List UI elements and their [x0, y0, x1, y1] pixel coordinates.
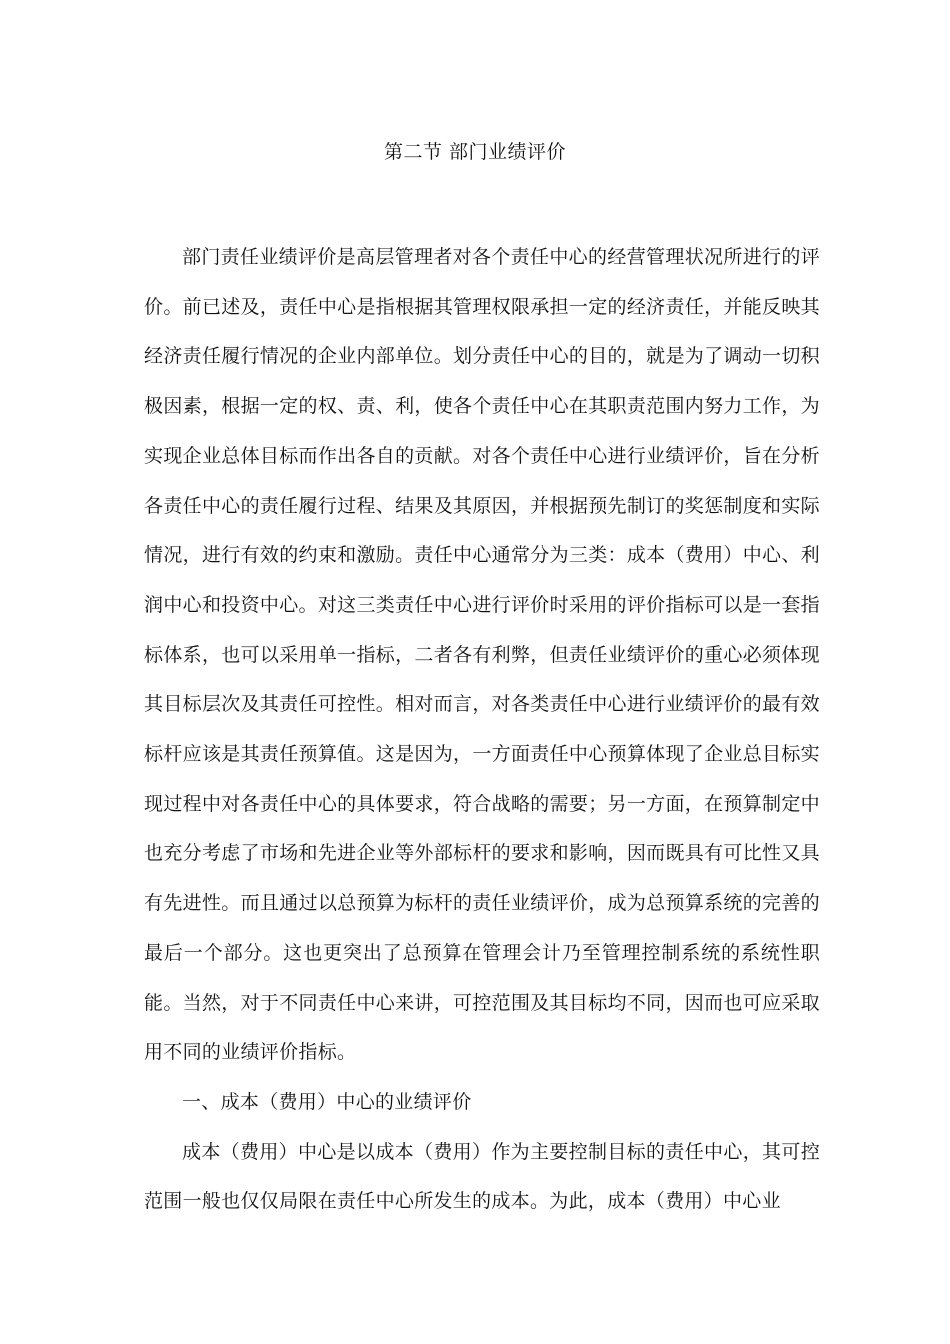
section-title: 第二节 部门业绩评价: [383, 141, 567, 163]
body-paragraph-1: 部门责任业绩评价是高层管理者对各个责任中心的经营管理状况所进行的评价。前已述及，责任中心是指根据其管理权限承担一定的经济责任，并能反映其经济责任履行情况的企业内部单位。划分责任中心的目的，就是为了调动一切积极因素，根据一定的权、责、利，使各个责任中心在其职责范围内努力工作，为实现企业总体目标而作出各自的贡献。对各个责任中心进行业绩评价，旨在分析各责任中心的责任履行过程、结果及其原因，并根据预先制订的奖惩制度和实际情况，进行有效的约束和激励。责任中心通常分为三类：成本（费用）中心、利润中心和投资中心。对这三类责任中心进行评价时采用的评价指标可以是一套指标体系，也可以采用单一指标，二者各有利弊，但责任业绩评价的重心必须体现其目标层次及其责任可控性。相对而言，对各类责任中心进行业绩评价的最有效标杆应该是其责任预算值。这是因为，一方面责任中心预算体现了企业总目标实现过程中对各责任中心的具体要求，符合战略的需要；另一方面，在预算制定中也充分考虑了市场和先进企业等外部标杆的要求和影响，因而既具有可比性又具有先进性。而且通过以总预算为标杆的责任业绩评价，成为总预算系统的完善的最后一个部分。这也更突出了总预算在管理会计乃至管理控制系统的系统性职能。当然，对于不同责任中心来讲，可控范围及其目标均不同，因而也可应采取用不同的业绩评价指标。: [144, 246, 820, 1064]
body-paragraph-2: 成本（费用）中心是以成本（费用）作为主要控制目标的责任中心，其可控范围一般也仅仅局限在责任中心所发生的成本。为此，成本（费用）中心业: [144, 1140, 820, 1213]
document-body: [144, 233, 820, 1227]
subsection-heading: 一、成本（费用）中心的业绩评价: [182, 1090, 472, 1113]
